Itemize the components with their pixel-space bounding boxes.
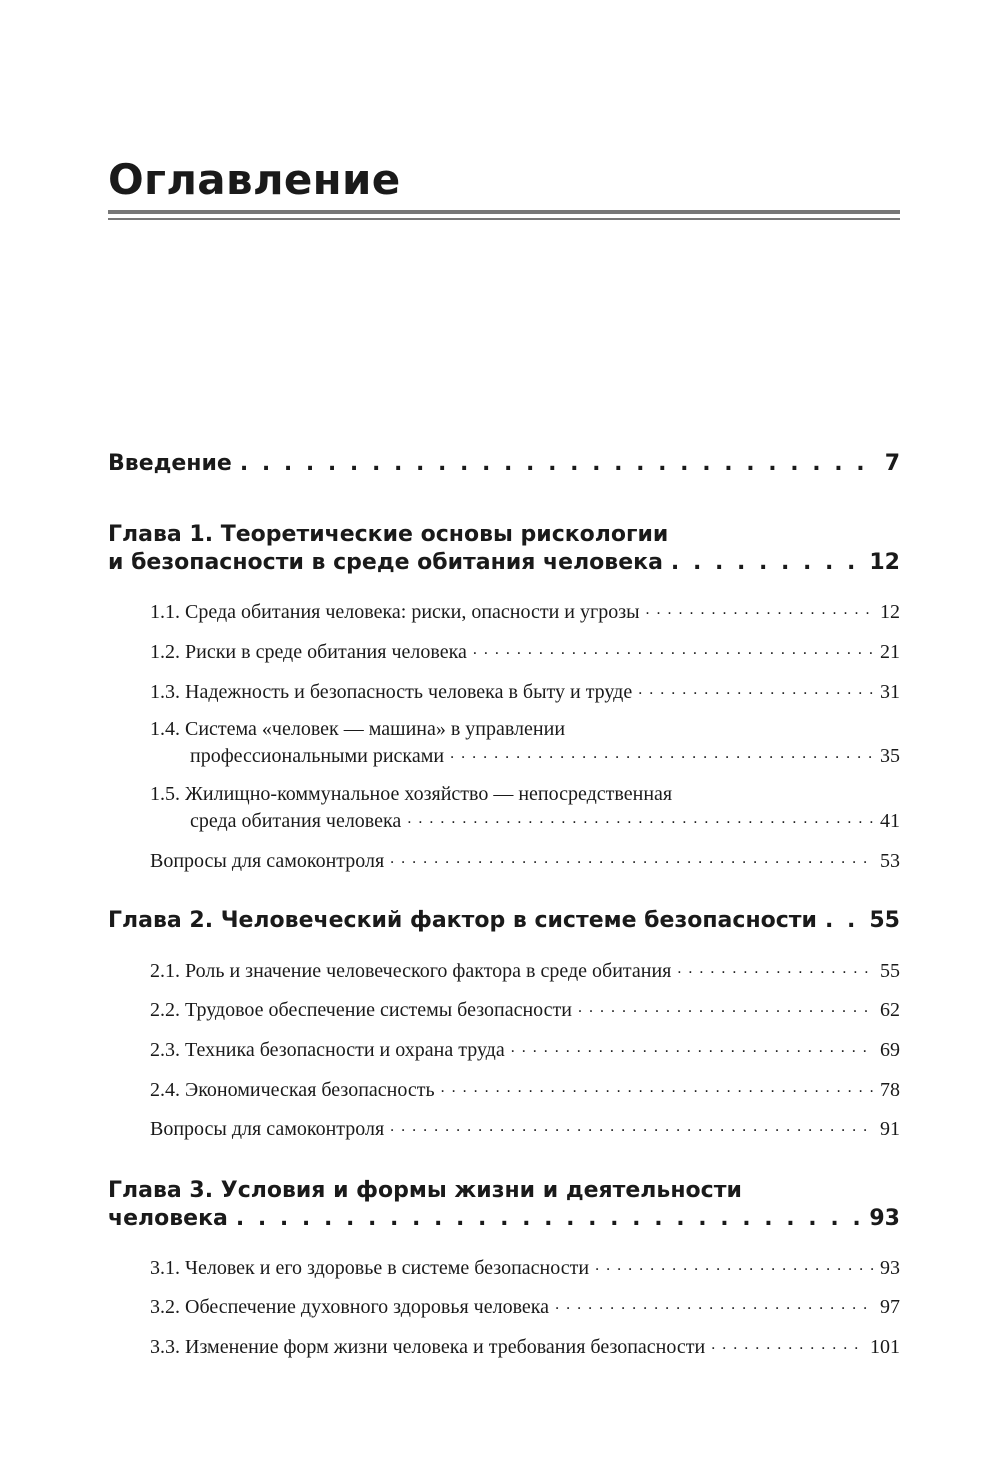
toc-entry-label: человека — [108, 1206, 228, 1231]
dot-leader — [473, 637, 874, 663]
toc-entry-label: профессиональными рисками — [190, 745, 445, 767]
toc-page-number: 91 — [880, 1118, 900, 1140]
toc-entry-label: 1.1. Среда обитания человека: риски, опасности и угрозы — [150, 601, 640, 623]
toc-entry-section-3-3[interactable] — [150, 1332, 900, 1360]
dot-leader — [390, 846, 874, 872]
toc-entry-section-3-1[interactable] — [150, 1253, 900, 1281]
dot-leader — [671, 549, 861, 577]
toc-entry-label: 3.2. Обеспечение духовного здоровья человека — [150, 1296, 550, 1318]
toc-entry-questions-1[interactable] — [150, 846, 900, 874]
toc-entry-section-2-4[interactable] — [150, 1075, 900, 1103]
toc-page-number: 12 — [880, 601, 900, 623]
toc-entry-chapter-3[interactable] — [108, 1205, 900, 1233]
toc-section-1-4-line-1: 1.4. Система «человек — машина» в управлении — [150, 718, 566, 740]
toc-entry-section-1-5[interactable] — [150, 806, 900, 834]
dot-leader — [578, 995, 874, 1021]
toc-page-number: 55 — [880, 960, 900, 982]
toc-entry-label: 2.3. Техника безопасности и охрана труда — [150, 1039, 505, 1061]
toc-page-number: 12 — [869, 550, 900, 575]
dot-leader — [390, 1114, 874, 1140]
toc-entry-label: и безопасности в среде обитания человека — [108, 550, 663, 575]
dot-leader — [236, 1205, 862, 1233]
toc-entry-label: среда обитания человека — [190, 810, 402, 832]
toc-entry-label: 3.3. Изменение форм жизни человека и требования безопасности — [150, 1336, 706, 1358]
toc-entry-section-2-2[interactable] — [150, 995, 900, 1023]
toc-entry-section-1-3[interactable] — [150, 677, 900, 705]
toc-entry-label: Вопросы для самоконтроля — [150, 850, 385, 872]
toc-page-number: 101 — [870, 1336, 900, 1358]
toc-entry-chapter-2[interactable] — [108, 907, 900, 935]
toc-page-number: 31 — [880, 681, 900, 703]
dot-leader — [240, 450, 877, 478]
dot-leader — [677, 956, 874, 982]
toc-entry-label: 2.4. Экономическая безопасность — [150, 1079, 435, 1101]
toc-page-number: 7 — [884, 451, 900, 476]
dot-leader — [555, 1292, 874, 1318]
toc-entry-chapter-1[interactable] — [108, 549, 900, 577]
toc-page-number: 55 — [869, 908, 900, 933]
dot-leader — [638, 677, 874, 703]
dot-leader — [441, 1075, 874, 1101]
toc-entry-label: 1.2. Риски в среде обитания человека — [150, 641, 467, 663]
toc-entry-label: 3.1. Человек и его здоровье в системе безопасности — [150, 1257, 590, 1279]
toc-entry-label: 1.3. Надежность и безопасность человека в быту и труде — [150, 681, 633, 703]
dot-leader — [711, 1332, 864, 1358]
toc-page-number: 93 — [880, 1257, 900, 1279]
toc-entry-intro[interactable] — [108, 450, 900, 478]
toc-page-number: 21 — [880, 641, 900, 663]
dot-leader — [511, 1035, 874, 1061]
dot-leader — [407, 806, 874, 832]
toc-entry-section-3-2[interactable] — [150, 1292, 900, 1320]
toc-section-1-5-line-1: 1.5. Жилищно-коммунальное хозяйство — непосредственная — [150, 783, 673, 805]
toc-entry-label: Вопросы для самоконтроля — [150, 1118, 385, 1140]
toc-entry-section-2-1[interactable] — [150, 956, 900, 984]
toc-page-number: 69 — [880, 1039, 900, 1061]
toc-chapter-1-line-1: Глава 1. Теоретические основы рискологии — [108, 522, 669, 547]
toc-entry-label: Введение — [108, 451, 232, 476]
dot-leader — [450, 741, 874, 767]
toc-page-number: 78 — [880, 1079, 900, 1101]
toc-entry-questions-2[interactable] — [150, 1114, 900, 1142]
toc-chapter-3-line-1: Глава 3. Условия и формы жизни и деятельности — [108, 1178, 742, 1203]
toc-entry-section-1-1[interactable] — [150, 597, 900, 625]
toc-page-number: 53 — [880, 850, 900, 872]
toc-entry-label: 2.1. Роль и значение человеческого фактора в среде обитания — [150, 960, 672, 982]
title-double-rule — [108, 210, 900, 220]
toc-entry-section-1-4[interactable] — [150, 741, 900, 769]
toc-entry-label: Глава 2. Человеческий фактор в системе безопасности — [108, 908, 817, 933]
toc-entry-label: 2.2. Трудовое обеспечение системы безопасности — [150, 999, 572, 1021]
toc-page-number: 93 — [869, 1206, 900, 1231]
toc-page-number: 97 — [880, 1296, 900, 1318]
toc-page-number: 35 — [880, 745, 900, 767]
toc-page-number: 41 — [880, 810, 900, 832]
toc-entry-section-2-3[interactable] — [150, 1035, 900, 1063]
toc-entry-section-1-2[interactable] — [150, 637, 900, 665]
page-title: Оглавление — [108, 155, 401, 204]
dot-leader — [595, 1253, 874, 1279]
dot-leader — [646, 597, 874, 623]
dot-leader — [825, 907, 861, 935]
toc-page-number: 62 — [880, 999, 900, 1021]
